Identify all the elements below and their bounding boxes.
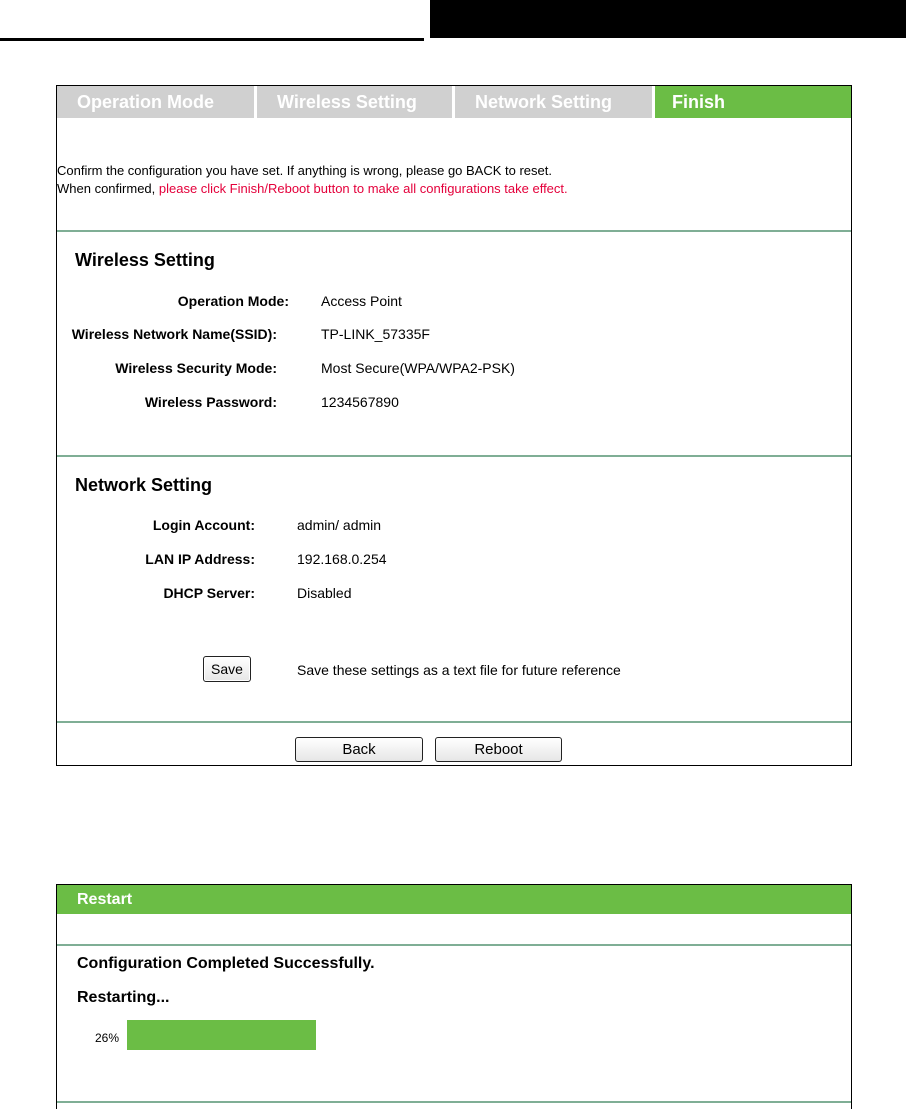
lan-ip-label: LAN IP Address: xyxy=(145,551,255,567)
wizard-tabs xyxy=(57,86,851,118)
quick-setup-finish-panel xyxy=(56,85,852,766)
ssid-value: TP-LINK_57335F xyxy=(321,326,430,342)
login-account-label: Login Account: xyxy=(152,517,255,533)
security-mode-value: Most Secure(WPA/WPA2-PSK) xyxy=(321,360,515,376)
progress-bar xyxy=(127,1020,347,1050)
login-account-value: admin/ admin xyxy=(297,517,382,533)
password-label: Wireless Password: xyxy=(144,394,277,410)
network-section-title: Network Setting xyxy=(75,475,213,495)
divider xyxy=(57,1101,851,1103)
password-value: 1234567890 xyxy=(321,394,399,410)
progress-bar-fill xyxy=(127,1020,316,1050)
divider xyxy=(57,455,851,457)
back-button[interactable]: Back xyxy=(295,737,423,762)
save-note: Save these settings as a text file for future reference xyxy=(297,662,621,678)
header-black-bar xyxy=(430,0,906,38)
tab-network-setting: Network Setting xyxy=(455,86,655,118)
save-button[interactable]: Save xyxy=(203,656,251,682)
restarting-status: Restarting... xyxy=(77,989,170,1006)
divider xyxy=(57,721,851,723)
wireless-section-title: Wireless Setting xyxy=(75,250,215,270)
lan-ip-value: 192.168.0.254 xyxy=(297,551,387,567)
intro-line-1: Confirm the configuration you have set. If anything is wrong, please go BACK to reset. xyxy=(57,163,552,178)
ssid-label: Wireless Network Name(SSID): xyxy=(71,326,277,342)
reboot-button[interactable]: Reboot xyxy=(435,737,562,762)
dhcp-server-value: Disabled xyxy=(297,585,352,601)
operation-mode-value: Access Point xyxy=(321,293,402,309)
divider xyxy=(57,230,851,232)
intro-line-2-highlight: please click Finish/Reboot button to make all configurations take effect. xyxy=(158,181,568,196)
restart-panel xyxy=(56,884,852,1109)
intro-text xyxy=(57,162,568,198)
operation-mode-label: Operation Mode: xyxy=(177,293,289,309)
divider xyxy=(57,944,851,946)
success-message: Configuration Completed Successfully. xyxy=(77,955,375,972)
restart-header: Restart xyxy=(57,885,851,914)
dhcp-server-label: DHCP Server: xyxy=(163,585,255,601)
tab-wireless-setting: Wireless Setting xyxy=(257,86,455,118)
tab-operation-mode: Operation Mode xyxy=(57,86,257,118)
intro-line-2-prefix: When confirmed, xyxy=(57,181,159,196)
progress-percent: 26% xyxy=(95,1031,120,1045)
header-rule xyxy=(0,38,424,41)
intro-line-2 xyxy=(57,180,568,198)
security-mode-label: Wireless Security Mode: xyxy=(115,360,277,376)
tab-finish: Finish xyxy=(655,86,851,118)
